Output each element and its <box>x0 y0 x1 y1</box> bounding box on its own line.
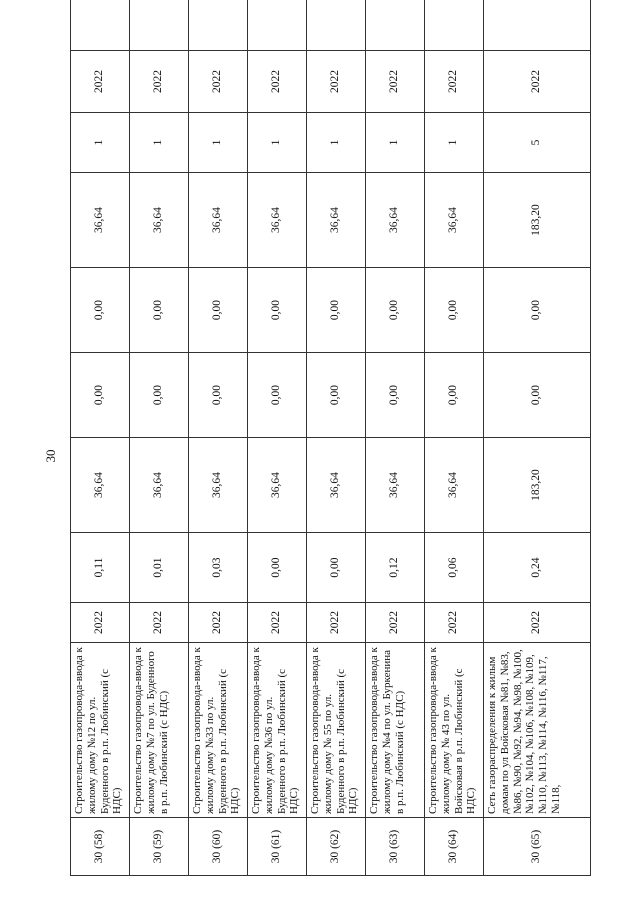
row-id-cell: 30 (58) <box>71 818 130 876</box>
year-cell: 2022 <box>71 603 130 643</box>
value-cell-3: 0,00 <box>248 353 307 438</box>
value-cell-1: 0,11 <box>71 533 130 603</box>
year-cell: 2022 <box>130 603 189 643</box>
table-body <box>71 0 591 876</box>
object-name-cell: Строительство газопровода-ввода к жилому дому №12 по ул. Буденного в р.п. Любинский (с НДС) <box>71 643 130 818</box>
data-table <box>70 0 591 876</box>
start-year-cell: 2022 <box>130 51 189 113</box>
value-cell-5: 36,64 <box>307 173 366 268</box>
year-cell: 2022 <box>484 603 591 643</box>
start-year-cell: 2022 <box>366 51 425 113</box>
value-cell-4: 0,00 <box>189 268 248 353</box>
end-year-cell <box>425 0 484 51</box>
end-year-cell <box>189 0 248 51</box>
value-cell-3: 0,00 <box>425 353 484 438</box>
value-cell-1: 0,03 <box>189 533 248 603</box>
value-cell-4: 0,00 <box>130 268 189 353</box>
table-row <box>307 0 366 876</box>
object-name-cell: Строительство газопровода-ввода к жилому дому №33 по ул. Буденного в р.п. Любинский (с НДС) <box>189 643 248 818</box>
value-cell-2: 36,64 <box>189 438 248 533</box>
value-cell-3: 0,00 <box>307 353 366 438</box>
value-cell-4: 0,00 <box>307 268 366 353</box>
value-cell-3: 0,00 <box>366 353 425 438</box>
value-cell-1: 0,12 <box>366 533 425 603</box>
value-cell-5: 36,64 <box>130 173 189 268</box>
value-cell-1: 0,06 <box>425 533 484 603</box>
row-id-cell: 30 (59) <box>130 818 189 876</box>
value-cell-5: 36,64 <box>425 173 484 268</box>
value-cell-2: 36,64 <box>248 438 307 533</box>
value-cell-4: 0,00 <box>71 268 130 353</box>
end-year-cell <box>307 0 366 51</box>
value-cell-4: 0,00 <box>484 268 591 353</box>
value-cell-1: 0,24 <box>484 533 591 603</box>
start-year-cell: 2022 <box>189 51 248 113</box>
value-cell-1: 0,01 <box>130 533 189 603</box>
rotated-table-area <box>70 28 590 876</box>
count-cell: 1 <box>366 113 425 173</box>
object-name-cell: Строительство газопровода-ввода к жилому дому №7 по ул. Буденного в р.п. Любинский (с НДС) <box>130 643 189 818</box>
value-cell-1: 0,00 <box>248 533 307 603</box>
value-cell-4: 0,00 <box>248 268 307 353</box>
object-name-cell: Сеть газораспределения к жилым домам по ул Войсковая №81, №83, №86, №90, №92, №94, №98, №100, №102, №104, №106, №108, №109, №110, №113, №114, №116, №117, №118, <box>484 643 591 818</box>
year-cell: 2022 <box>307 603 366 643</box>
value-cell-1: 0,00 <box>307 533 366 603</box>
end-year-cell <box>484 0 591 51</box>
table-row <box>484 0 591 876</box>
start-year-cell: 2022 <box>248 51 307 113</box>
table-row <box>189 0 248 876</box>
start-year-cell: 2022 <box>71 51 130 113</box>
row-id-cell: 30 (65) <box>484 818 591 876</box>
end-year-cell <box>71 0 130 51</box>
row-id-cell: 30 (63) <box>366 818 425 876</box>
value-cell-2: 36,64 <box>307 438 366 533</box>
start-year-cell: 2022 <box>425 51 484 113</box>
count-cell: 1 <box>71 113 130 173</box>
count-cell: 1 <box>189 113 248 173</box>
table-row <box>248 0 307 876</box>
end-year-cell <box>130 0 189 51</box>
end-year-cell <box>366 0 425 51</box>
value-cell-3: 0,00 <box>189 353 248 438</box>
year-cell: 2022 <box>366 603 425 643</box>
count-cell: 1 <box>248 113 307 173</box>
object-name-cell: Строительство газопровода-ввода к жилому дому №36 по ул. Буденного в р.п. Любинский (с НДС) <box>248 643 307 818</box>
value-cell-2: 36,64 <box>71 438 130 533</box>
count-cell: 1 <box>130 113 189 173</box>
year-cell: 2022 <box>248 603 307 643</box>
table-row <box>130 0 189 876</box>
row-id-cell: 30 (61) <box>248 818 307 876</box>
value-cell-4: 0,00 <box>425 268 484 353</box>
value-cell-3: 0,00 <box>71 353 130 438</box>
year-cell: 2022 <box>189 603 248 643</box>
value-cell-4: 0,00 <box>366 268 425 353</box>
table-row <box>366 0 425 876</box>
value-cell-3: 0,00 <box>484 353 591 438</box>
value-cell-5: 36,64 <box>366 173 425 268</box>
value-cell-5: 183,20 <box>484 173 591 268</box>
value-cell-5: 36,64 <box>71 173 130 268</box>
year-cell: 2022 <box>425 603 484 643</box>
start-year-cell: 2022 <box>484 51 591 113</box>
value-cell-5: 36,64 <box>248 173 307 268</box>
start-year-cell: 2022 <box>307 51 366 113</box>
value-cell-3: 0,00 <box>130 353 189 438</box>
row-id-cell: 30 (64) <box>425 818 484 876</box>
value-cell-2: 36,64 <box>425 438 484 533</box>
count-cell: 5 <box>484 113 591 173</box>
row-id-cell: 30 (62) <box>307 818 366 876</box>
value-cell-2: 183,20 <box>484 438 591 533</box>
table-row <box>71 0 130 876</box>
value-cell-5: 36,64 <box>189 173 248 268</box>
rotated-table-container <box>70 28 590 876</box>
object-name-cell: Строительство газопровода-ввода к жилому дому №4 по ул. Буркенина в р.п. Любинский (с НДС) <box>366 643 425 818</box>
object-name-cell: Строительство газопровода-ввода к жилому дому № 55 по ул. Буденного в р.п. Любинский (с НДС) <box>307 643 366 818</box>
count-cell: 1 <box>425 113 484 173</box>
end-year-cell <box>248 0 307 51</box>
count-cell: 1 <box>307 113 366 173</box>
page-number: 30 <box>43 449 58 463</box>
object-name-cell: Строительство газопровода-ввода к жилому дому № 43 по ул. Войсковая в р.п. Любинский (с НДС) <box>425 643 484 818</box>
row-id-cell: 30 (60) <box>189 818 248 876</box>
value-cell-2: 36,64 <box>366 438 425 533</box>
value-cell-2: 36,64 <box>130 438 189 533</box>
table-row <box>425 0 484 876</box>
